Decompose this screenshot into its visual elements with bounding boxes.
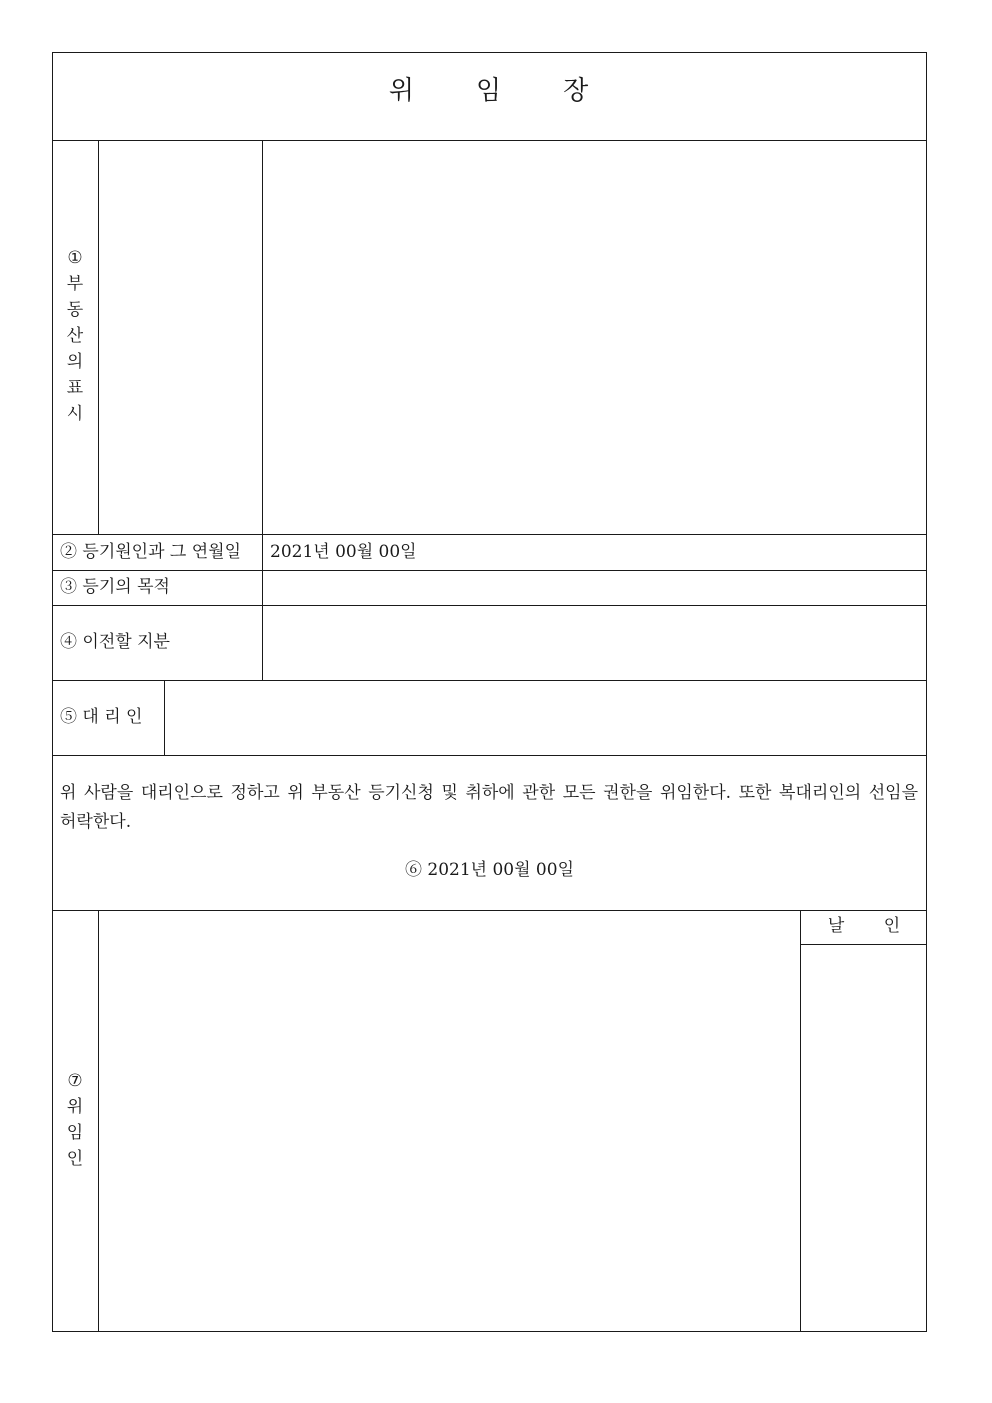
transfer-share-label: ④ 이전할 지분 xyxy=(60,632,170,652)
seal-area[interactable] xyxy=(801,945,926,1331)
label-char: ① xyxy=(67,248,83,268)
row-divider-title xyxy=(52,140,927,141)
registration-cause-value[interactable]: 2021년 00월 00일 xyxy=(270,542,417,562)
power-of-attorney-form xyxy=(52,52,927,1332)
delegation-statement: 위 사람을 대리인으로 정하고 위 부동산 등기신청 및 취하에 관한 모든 권한을 위임한다. 또한 복대리인의 선임을 허락한다. xyxy=(60,783,918,832)
title-char: 위 xyxy=(388,76,416,106)
border-top xyxy=(52,52,927,53)
delegator-details-field[interactable] xyxy=(108,922,788,1322)
label-char: 산 xyxy=(66,326,84,346)
property-description-field[interactable] xyxy=(270,152,915,522)
label-char: 위 xyxy=(66,1097,84,1117)
border-bottom xyxy=(52,1331,927,1332)
property-label-divider xyxy=(98,140,99,535)
label-char: 동 xyxy=(66,300,84,320)
label-char: 시 xyxy=(66,404,84,424)
row-divider-share xyxy=(52,680,927,681)
row-divider-statement xyxy=(52,910,927,911)
document-title xyxy=(52,78,927,104)
registration-purpose-label: ③ 등기의 목적 xyxy=(60,577,170,597)
row-divider-property xyxy=(52,534,927,535)
field-label-divider xyxy=(262,534,263,681)
label-char: ⑦ xyxy=(67,1071,83,1091)
border-right xyxy=(926,52,927,1332)
seal-column-header: 날 인 xyxy=(827,916,901,936)
title-char: 임 xyxy=(475,76,504,106)
label-char: 임 xyxy=(66,1123,84,1143)
registration-cause-label: ② 등기원인과 그 연월일 xyxy=(60,542,242,562)
row-divider-agent xyxy=(52,755,927,756)
property-inner-divider xyxy=(262,140,263,535)
label-char: 인 xyxy=(66,1149,84,1169)
row-divider-purpose xyxy=(52,605,927,606)
delegator-label-divider xyxy=(98,910,99,1332)
delegator-section-label xyxy=(52,1068,98,1172)
label-char: 부 xyxy=(66,274,84,294)
label-char: 의 xyxy=(66,352,84,372)
title-char: 장 xyxy=(563,76,591,106)
agent-label-divider xyxy=(164,680,165,756)
row-divider-cause xyxy=(52,570,927,571)
delegation-date: ⑥ 2021년 00월 00일 xyxy=(404,860,574,880)
property-section-label xyxy=(52,245,98,427)
agent-label: ⑤ 대 리 인 xyxy=(60,707,143,727)
label-char: 표 xyxy=(66,378,84,398)
